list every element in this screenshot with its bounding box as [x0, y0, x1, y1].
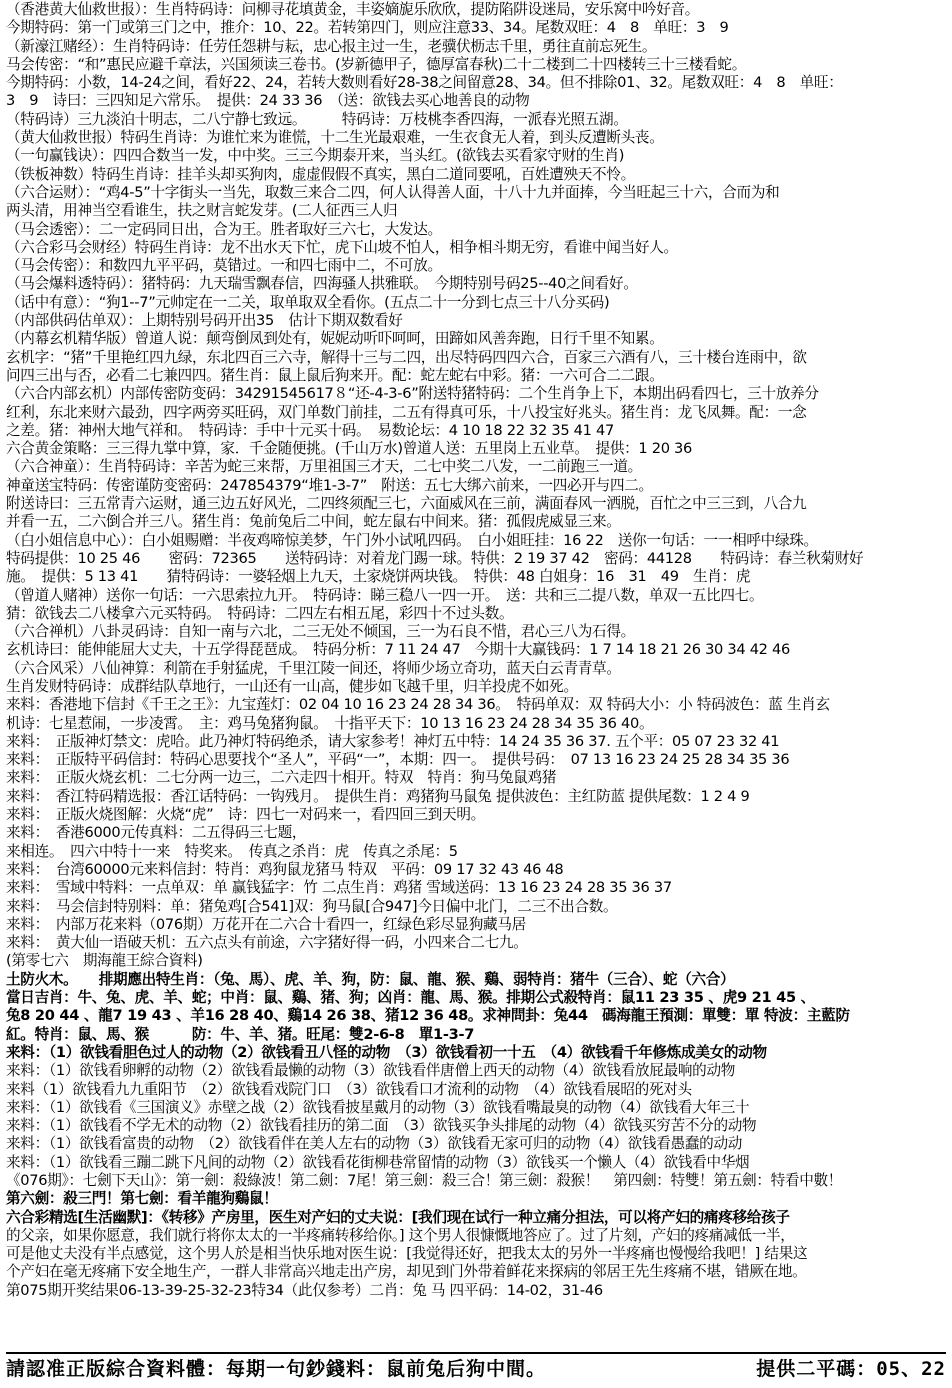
text-line: 来料： 台湾60000元来料信封：特肖：鸡狗鼠龙猪马 特双 平码：09 17 32 43 46 48 [6, 860, 564, 878]
text-line: （马会传密）：和数四九平平码，莫错过。一和四七雨中二，不可放。 [6, 257, 442, 275]
text-line: 生肖发财特码诗：成群结队草地行，一山还有一山高，健步如飞越千里，归羊投虎不如死。 [6, 677, 578, 695]
text-line: 特码提供：10 25 46 密码：72365 送特码诗：对着龙门踢一球。特供：2 19 37 42 密码：44128 特码诗：春兰秋菊财好 [6, 549, 864, 567]
text-line: 来料： 香江特码精选报：香江话特码：一钩残月。 提供生肖：鸡猪狗马鼠兔 提供波色：主红防蓝 提供尾数：1 2 4 9 [6, 787, 750, 805]
text-line: （内部供码估单双）：上期特别号码开出35 估计下期双数看好 [6, 312, 403, 330]
text-line: （马会透密）：二一定码同日出，合为王。胜者取好三六七，大发达。 [6, 220, 442, 238]
text-line: 来料（1）欲钱看九九重阳节 （2）欲钱看戏院门口 （3）欲钱看口才流利的动物 （4）欲钱看展昭的死对头 [6, 1080, 692, 1098]
text-line: 并看一五，二六倒合并三八。猪生肖：兔前兔后二中间，蛇左鼠右中间来。猪：孤假虎威显三来。 [6, 513, 621, 531]
text-line: 来料：（1）欲钱看《三国演义》赤壁之战（2）欲钱看披星戴月的动物（3）欲钱看嘴最臭的动物（4）欲钱看大年三十 [6, 1098, 750, 1116]
text-line: 来料： 香港6000元传真料：二五得码三七题， [6, 824, 307, 842]
text-line: 来料： 正版神灯禁文：虎哈。此乃神灯特码绝杀，请大家参考！神灯五中特：14 24 35 36 37. 五个平：05 07 23 32 41 [6, 732, 780, 750]
text-line: （马会爆料透特码）：猪特码：九天瑞雪飘春信，四海骚人拱雅联。 今期特别号码25--40之间看好。 [6, 275, 638, 293]
text-line: （六合彩马会财经）特码生肖诗：龙不出水天下忙，虎下山坡不怕人，相争相斗期无穷，看谁中闻当好人。 [6, 238, 678, 256]
text-line: 红利，东北来财六最劲，四字两旁买旺码，双门单数门前挂，二五有得真可乐，十八投宝好兆头。猪生肖：龙飞凤舞。配：一念 [6, 403, 807, 421]
text-line: 两头清，用神当空看谁生，扶之财言蛇发芽。(二人征西三人归 [6, 202, 398, 220]
text-line: 来料：（1）欲钱看三蹦二跳下凡间的动物（2）欲钱看花街柳巷常留情的动物（3）欲钱买一个懒人（4）欲钱看中华烟 [6, 1153, 750, 1171]
document-body [6, 1, 946, 1300]
text-line: 来料：（1）欲钱看富贵的动物 （2）欲钱看伴在美人左右的动物（3）欲钱看无家可归的动物（4）欲钱看愚蠢的动动 [6, 1135, 743, 1153]
text-line: 可是他丈夫没有半点感觉，这个男人於是相当快乐地对医生说：[我觉得还好，把我太太的另外一半疼痛也慢慢给我吧！] 结果这 [6, 1245, 808, 1263]
text-line: 机诗：七星惹闹，一步凌霄。 主：鸡马兔猪狗鼠。 十指平天下：10 13 16 23 24 28 34 35 36 40。 [6, 714, 654, 732]
text-line: 今期特码：小数，14-24之间，看好22、24，若转大数则看好28-38之间留意28、34。但不排除01、32。尾数双旺：4 8 单旺： [6, 74, 843, 92]
text-line: 来料：香港地下信封《千王之王》：九宝莲灯：02 04 10 16 23 24 28 34 36。 特码单双：双 特码大小：小 特码波色：蓝 生肖玄 [6, 696, 830, 714]
text-line: 玄机字：“猪”千里艳红四九绿，东北四百三六寺，解得十三与二四，出尽特码四四六合，百家三六酒有八，三十楼台连雨中，欲 [6, 348, 807, 366]
text-line: 神童送宝特码：传密谨防变密码：247854379“堆1-3-7” 附送：五七大绑六前来，一四必开与四二。 [6, 476, 653, 494]
text-line: 六合黄金策略：三三得九掌中算，家．千金随便挑。(千山万水)曾道人送：五里岗上五业草。 提供：1 20 36 [6, 440, 693, 458]
text-line: 施。 提供：5 13 41 猜特码诗：一婆轻烟上九天，土家烧饼两块钱。 特供：48 白姐身：16 31 49 生肖：虎 [6, 568, 751, 586]
text-line: （一句赢钱诀）：四四合数当一发，中中奖。三三今期泰开来，当头红。(欲钱去买看家守财的生肖) [6, 147, 625, 165]
text-line: 来料： 正版火烧玄机：二七分两一边三，二六走四十相开。特双 特肖：狗马兔鼠鸡猪 [6, 769, 557, 787]
text-line: （六合神童）：生肖特码诗：辛苦为蛇三来帮，万里祖国三才天，二七中奖二八发，一二前跑三一道。 [6, 458, 642, 476]
text-line: 兔8 20 44 、龍7 19 43 、羊16 28 40、鷄14 26 38、猪12 36 48。求神問卦：兔44 碼海龍王預測：單雙：單 特波：主藍防 [6, 1007, 850, 1025]
footer-bar [6, 1352, 946, 1384]
text-line: 来料： 内部万花来料（076期）万花开在二六合十看四一，红绿色彩尽显狗藏马居 [6, 915, 526, 933]
text-line: 附送诗曰：三五常青六运财，通三边五好风光，二四终须配三七，六面威风在三前，满面春风一洒脱，百忙之中三三到，八合九 [6, 495, 807, 513]
text-line: 来料： 雪域中特料：一点单双：单 赢钱猛字：竹 二点生肖：鸡猪 雪域送码：13 16 23 24 28 35 36 37 [6, 879, 672, 897]
text-line: 来料： 黄大仙一语破天机：五六点头有前途，六字猪好得一码，小四来合二七九。 [6, 934, 528, 952]
text-line: 来料：（1）欲钱看卵孵的动物（2）欲钱看最懒的动物（3）欲钱看伴唐僧上西天的动物（4）欲钱看放屁最响的动物 [6, 1062, 736, 1080]
text-line: 来相连。 四六中特十一来 特奖来。 传真之杀肖：虎 传真之杀尾：5 [6, 842, 458, 860]
text-line: 《076期》：七劍下天山》：第一劍：殺綠波！第二劍：7尾！第三劍：殺三合！第三劍：殺猴！ 第四劍：特雙！第五劍：特看中數！ [6, 1172, 843, 1189]
text-line: 马会传密：“和”惠民应避千章法，兴国须读三卷书。(岁新德甲子，德厚富春秋)二十二楼到二十四楼转三十三楼看蛇。 [6, 55, 747, 73]
text-line: 的父亲，如果你愿意，我们就行将你太太的一半疼痛转移给你。] 这个男人很慷慨地答应了。过了片刻，产妇的疼痛减低一半， [6, 1226, 795, 1244]
text-line: 六合彩精选[生活幽默]：《转移》产房里，医生对产妇的丈夫说：[我们现在试行一种立痛分担法，可以将产妇的痛疼移给孩子 [6, 1208, 790, 1226]
text-line: 第075期开奖结果06-13-39-25-32-23特34（此仅参考）二肖：兔 马 四平码：14-02，31-46 [6, 1281, 603, 1299]
text-line: 土防火木。 排期應出特生肖：（兔、馬）、虎、羊、狗，防：鼠、龍、猴、鷄、弱特肖：猪牛（三合）、蛇（六合） [6, 970, 735, 988]
text-line: 3 9 诗曰：三四知足六常乐。 提供：24 33 36 （送：欲钱去买心地善良的动物 [6, 92, 530, 110]
text-line: （香港黄大仙救世报）：生肖特码诗：问柳寻花填黄金，丰姿嫡旎乐欣欣，提防陷阱设迷局，安乐窝中吟好音。 [6, 1, 700, 18]
text-line: 来料： 正版特平码信封：特码心思要找个“圣人”，平码“一”，本期：四一。 提供号码： 07 13 16 23 24 25 28 34 35 36 [6, 751, 790, 769]
text-line: (第零七六 期海龍王綜合資料) [6, 952, 203, 970]
text-line: 问四三出与否，必看二七兼四四。猪生肖：鼠上鼠后狗来开。配：蛇左蛇右中彩。猪：一六可合二二跟。 [6, 366, 664, 384]
text-line: 之差。猪：神州大地气祥和。 特码诗：手中十元买十码。 易数论坛：4 10 18 22 32 35 41 47 [6, 421, 614, 439]
text-line: （六合风采）八仙神算：利箭在手射猛虎，千里江陵一间还，将师少场立奇功，蓝天白云青青草。 [6, 659, 621, 677]
footer-slogan: 請認准正版綜合資料體：每期一句鈔錢料：鼠前兔后狗中間。 [6, 1358, 547, 1380]
text-line: （新濠江赌经）：生肖特码诗：任劳任怨耕与耘，忠心报主过一生，老骥伏枥志千里，勇往直前忘死生。 [6, 37, 657, 55]
text-line: 猜：欲钱去二八楼拿六元买特码。 特码诗：二四左右相五尾，彩四十不过头数。 [6, 604, 514, 622]
text-line: （六合运财）：“鸡4-5”十字街头一当先，取数三来合二四，何人认得善人面，十八十九并面捧，今当旺起三十六，合而为和 [6, 183, 780, 201]
text-line: 玄机诗曰：能伸能屈大丈夫，十五学得琵琶成。 特码分析：7 11 24 47 今期十大赢钱码：1 7 14 18 21 26 30 34 42 46 [6, 641, 790, 659]
text-line: 今期特码：第一门或第三门之中，推介：10、22。若转第四门，则应注意33、34。尾数双旺：4 8 单旺：3 9 [6, 19, 729, 37]
text-line: （曾道人赌神）送你一句话：一六思索拉九开。 特码诗：睇三稳八一四一开。 送：共和三二提八数，单双一五比四七。 [6, 586, 764, 604]
text-line: 来料：（1）欲钱看不学无术的动物（2）欲钱看挂历的第二面 （3）欲钱买争头排尾的动物（4）欲钱买穷苦不分的动物 [6, 1117, 757, 1135]
footer-two-numbers: 提供二平碼：05、22 [756, 1358, 946, 1380]
text-line: （六合内部玄机）内部传密防变码：34291545617８“还-4-3-6”附送特猪特码：二个生肖争上下，本期出码看四七，三十放养分 [6, 385, 819, 403]
text-line: 紅。特肖：鼠、馬、猴 防：牛、羊、猪。旺尾：雙2-6-8 單1-3-7 [6, 1025, 475, 1043]
text-line: （白小姐信息中心）：白小姐赐赠：半夜鸡啼惊美梦，午门外小试吼四码。 白小姐旺挂：16 22 送你一句话：一一相呼中绿珠。 [6, 531, 818, 549]
text-line: 當日吉肖：牛、兔、虎、羊、蛇；中肖：鼠、鷄、猪、狗；凶肖：龍、馬、猴。排期公式殺特肖：鼠11 23 35 、虎9 21 45 、 [6, 989, 815, 1007]
text-line: 来料： 正版火烧图解：火烧“虎” 诗：四七一对码来一，看四回三到天明。 [6, 806, 485, 824]
text-line: （六合禅机）八卦灵码诗：自知一南与六北，二三无处不倾国，三一为石良不惜，君心三八为石得。 [6, 623, 635, 641]
text-line: （特码诗）三九淡泊十明志，二八宁静七致远。 特码诗：万枝桃李香四海，一派春光照五湖。 [6, 110, 628, 128]
text-line: 第六劍：殺三門！第七劍：看羊龍狗鷄鼠！ [6, 1190, 278, 1208]
text-line: （内幕玄机精华版）曾道人说：颠弯倒凤到处有，妮妮动听吓呵呵，田蹄如风善奔跑，日行千里不知累。 [6, 330, 664, 348]
text-line: （话中有意）：“狗1--7”元帅定在一二关，取单取双全看你。(五点二十一分到七点三十八分买码) [6, 293, 610, 311]
text-line: （铁板神数）特码生肖诗：挂羊头却买狗肉，虚虚假假不真实，黑白二道同要吼，百姓遭殃天不怜。 [6, 165, 635, 183]
text-line: 个产妇在毫无疼痛下安全地生产，一群人非常高兴地走出产房，却见到门外带着鲜花来探病的邻居王先生疼痛不堪，错厥在地。 [6, 1263, 807, 1281]
text-line: （黄大仙救世报）特码生肖诗：为谁忙来为谁慌，十二生光最艰难，一生衣食无人着，到头反遭断头丧。 [6, 129, 664, 147]
text-line: 来料： 马会信封特别料：单：猪兔鸡[合541]双：狗马鼠[合947]今日偏中北门，二三不出合数。 [6, 897, 618, 915]
text-line: 来料：（1）欲钱看胆色过人的动物（2）欲钱看丑八怪的动物 （3）欲钱看初一十五 （4）欲钱看千年修炼成美女的动物 [6, 1043, 767, 1061]
